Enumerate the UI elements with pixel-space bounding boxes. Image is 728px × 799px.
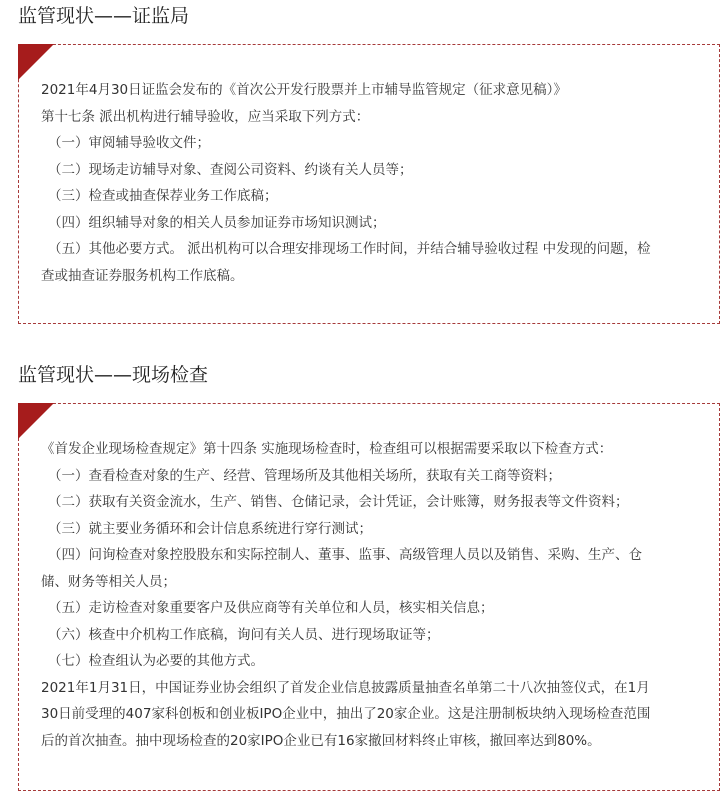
list-item: （六）核查中介机构工作底稿，询问有关人员、进行现场取证等； [48, 626, 440, 643]
section-text-csrc-bureau [41, 77, 701, 289]
paragraph-line: 查或抽查证券服务机构工作底稿。 [41, 267, 244, 284]
list-item: （二）现场走访辅导对象、查阅公司资料、约谈有关人员等； [48, 161, 413, 178]
paragraph-line: 第十七条 派出机构进行辅导验收，应当采取下列方式： [41, 108, 370, 125]
list-item: （四）问询检查对象控股股东和实际控制人、董事、监事、高级管理人员以及销售、采购、生产、仓 [48, 547, 642, 563]
list-item: （七）检查组认为必要的其他方式。 [48, 653, 264, 669]
paragraph-line: 储、财务等相关人员； [41, 573, 176, 590]
paragraph-line: 《首发企业现场检查规定》第十四条 实施现场检查时，检查组可以根据需要采取以下检查方式： [41, 441, 613, 457]
list-item: （三）就主要业务循环和会计信息系统进行穿行测试； [48, 520, 372, 537]
section-text-onsite-inspection [41, 436, 701, 754]
paragraph-line: 后的首次抽查。抽中现场检查的20家IPO企业已有16家撤回材料终止审核，撤回率达到80%。 [41, 732, 601, 749]
paragraph-line: 30日前受理的407家科创板和创业板IPO企业中，抽出了20家企业。这是注册制板块纳入现场检查范围 [41, 706, 651, 722]
corner-triangle-decoration [18, 44, 54, 80]
paragraph-line: 2021年1月31日，中国证券业协会组织了首发企业信息披露质量抽查名单第二十八次抽签仪式，在1月 [41, 679, 650, 696]
section-title-csrc-bureau: 监管现状——证监局 [18, 5, 190, 27]
section-box-csrc-bureau [18, 44, 720, 324]
section-box-onsite-inspection [18, 403, 720, 791]
corner-triangle-decoration [18, 403, 54, 439]
section-title-onsite-inspection: 监管现状——现场检查 [18, 364, 209, 386]
list-item: （一）查看检查对象的生产、经营、管理场所及其他相关场所，获取有关工商等资料； [48, 467, 561, 484]
list-item: （四）组织辅导对象的相关人员参加证券市场知识测试； [48, 214, 386, 231]
list-item: （五）走访检查对象重要客户及供应商等有关单位和人员，核实相关信息； [48, 600, 494, 616]
list-item: （一）审阅辅导验收文件； [48, 135, 210, 151]
list-item: （三）检查或抽查保荐业务工作底稿； [48, 188, 278, 204]
list-item: （二）获取有关资金流水，生产、销售、仓储记录，会计凭证，会计账簿，财务报表等文件资料； [48, 494, 629, 510]
paragraph-line: 2021年4月30日证监会发布的《首次公开发行股票并上市辅导监管规定（征求意见稿）》 [41, 82, 567, 98]
list-item: （五）其他必要方式。 派出机构可以合理安排现场工作时间，并结合辅导验收过程 中发现的问题，检 [48, 241, 651, 257]
